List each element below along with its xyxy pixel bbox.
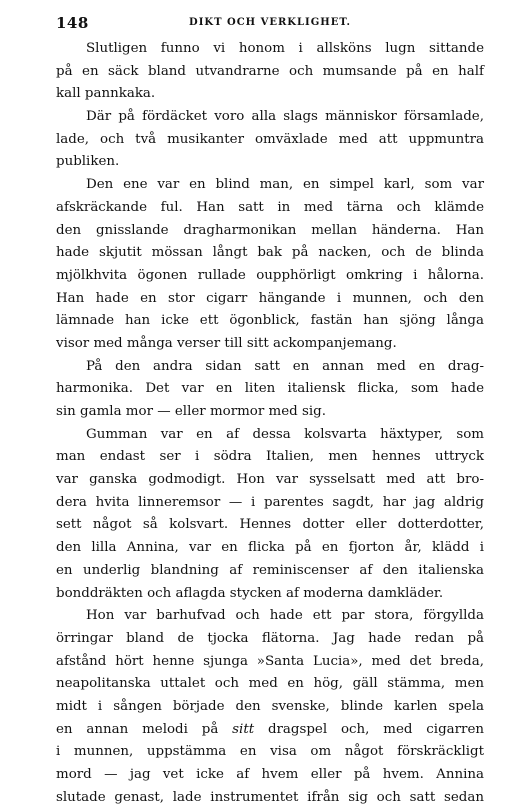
text-line: på en säck bland utvandrarne och mumsande på en half	[56, 63, 484, 79]
text-line: den lilla Annina, var en flicka på en fjorton år, klädd i	[56, 540, 484, 556]
text-line: mord — jag vet icke af hvem eller på hvem. Annina	[56, 767, 484, 782]
page-header	[56, 14, 484, 36]
text-line: var ganska godmodigt. Hon var sysselsatt med att bro-	[56, 472, 484, 488]
text-line: afskräckande ful. Han satt in med tärna och klämde	[56, 199, 484, 215]
text-line: hade skjutit mössan långt bak på nacken, och de blinda	[56, 245, 484, 261]
text-line: sin gamla mor — eller mormor med sig.	[56, 404, 326, 419]
text-line: På den andra sidan satt en annan med en drag-	[86, 358, 484, 374]
text-segment: en annan melodi på	[56, 721, 233, 737]
text-line: lämnade han icke ett ögonblick, fastän han sjöng långa	[56, 313, 484, 329]
text-line: bonddräkten och aflagda stycken af moderna damkläder.	[56, 585, 444, 601]
emphasized-word: sitt	[232, 721, 255, 737]
text-line: i munnen, uppstämma en visa om något förskräckligt	[56, 744, 484, 760]
text-line: man endast ser i södra Italien, men hennes uttryck	[56, 449, 484, 465]
text-line: afstånd hört henne sjunga »Santa Lucia», med det breda,	[56, 653, 484, 669]
text-line: Slutligen funno vi honom i allsköns lugn sittande	[86, 41, 484, 56]
text-line: neapolitanska uttalet och med en hög, gäll stämma, men	[56, 676, 484, 692]
text-line: sett något så kolsvart. Hennes dotter eller dotterdotter,	[56, 517, 484, 533]
text-line: örringar bland de tjocka flätorna. Jag hade redan på	[56, 630, 484, 646]
text-line: en underlig blandning af reminiscenser af den italienska	[56, 562, 484, 578]
text-line: publiken.	[56, 154, 120, 170]
text-line: visor med många verser till sitt ackompanjemang.	[56, 335, 397, 351]
body-text	[56, 38, 484, 809]
text-line: kall pannkaka.	[56, 86, 156, 102]
text-line: slutade genast, lade instrumentet ifrån sig och satt sedan	[56, 789, 484, 805]
text-line	[56, 719, 484, 742]
text-line: Den ene var en blind man, en simpel karl, som var	[86, 177, 484, 193]
text-line: mjölkhvita ögonen rullade oupphörligt omkring i hålorna.	[56, 267, 484, 283]
text-line: Hon var barhufvad och hade ett par stora, förgyllda	[86, 608, 484, 624]
page-number: 148	[56, 14, 89, 32]
text-line: Där på fördäcket voro alla slags människor församlade,	[86, 109, 484, 125]
text-line: harmonika. Det var en liten italiensk flicka, som hade	[56, 381, 484, 397]
text-line: dera hvita linneremsor — i parentes sagdt, har jag aldrig	[56, 494, 484, 510]
running-title: DIKT OCH VERKLIGHET.	[189, 17, 351, 28]
text-line: Han hade en stor cigarr hängande i munnen, och den	[56, 290, 484, 306]
text-segment: dragspel och, med cigarren	[254, 721, 484, 737]
text-line: Gumman var en af dessa kolsvarta häxtyper, som	[86, 426, 484, 442]
text-line: lade, och två musikanter omväxlade med att uppmuntra	[56, 131, 484, 147]
text-line: den gnisslande dragharmonikan mellan händerna. Han	[56, 222, 484, 238]
text-line: midt i sången började den svenske, blinde karlen spela	[56, 698, 484, 714]
